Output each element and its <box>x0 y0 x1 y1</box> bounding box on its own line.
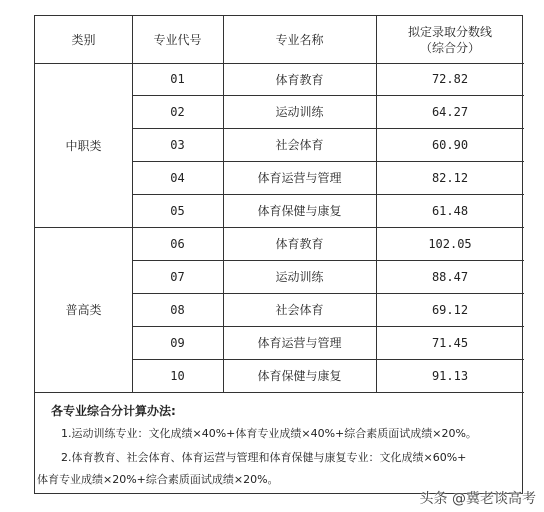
name-cell: 社会体育 <box>275 138 324 152</box>
header-score-line2: （综合分） <box>419 40 480 55</box>
code-cell: 08 <box>170 302 185 317</box>
note-item-2-line1: 2.体育教育、社会体育、体育运营与管理和体育保健与康复专业：文化成绩×60%+ <box>61 451 467 464</box>
code-cell: 02 <box>170 104 185 119</box>
score-cell: 72.82 <box>431 72 469 86</box>
code-cell: 10 <box>170 368 185 383</box>
name-cell: 体育保健与康复 <box>257 369 342 383</box>
score-cell: 69.12 <box>431 302 469 317</box>
name-cell: 社会体育 <box>275 303 324 317</box>
code-cell: 09 <box>170 335 185 350</box>
score-cell: 88.47 <box>431 269 469 284</box>
notes-title: 各专业综合分计算办法: <box>51 404 176 418</box>
category-cell: 中职类 <box>65 138 102 153</box>
score-cell: 71.45 <box>431 335 469 350</box>
name-cell: 体育保健与康复 <box>257 204 342 218</box>
header-code: 专业代号 <box>153 33 202 47</box>
header-score <box>376 16 524 63</box>
code-cell: 01 <box>170 72 185 86</box>
name-cell: 体育教育 <box>275 72 324 87</box>
score-cell: 61.48 <box>431 203 469 218</box>
score-cell: 102.05 <box>428 236 472 251</box>
note-item-2-line2: 体育专业成绩×20%+综合素质面试成绩×20%。 <box>37 473 279 486</box>
score-cell: 82.12 <box>431 170 469 185</box>
code-cell: 05 <box>170 203 185 218</box>
code-cell: 03 <box>170 137 185 152</box>
admission-score-table <box>34 15 523 494</box>
row-divider <box>35 392 524 393</box>
score-cell: 60.90 <box>431 137 469 152</box>
header-score-line1: 拟定录取分数线 <box>407 24 492 39</box>
score-cell: 64.27 <box>431 104 469 119</box>
name-cell: 体育运营与管理 <box>257 171 342 185</box>
name-cell: 运动训练 <box>275 105 324 119</box>
name-cell: 运动训练 <box>275 270 324 284</box>
code-cell: 04 <box>170 170 185 185</box>
category-cell: 普高类 <box>65 303 102 317</box>
score-cell: 91.13 <box>431 368 469 383</box>
name-cell: 体育教育 <box>275 237 324 251</box>
note-item-1: 1.运动训练专业：文化成绩×40%+体育专业成绩×40%+综合素质面试成绩×20%。 <box>61 427 477 440</box>
code-cell: 06 <box>170 236 185 251</box>
watermark: 头条 @冀老谈高考 <box>419 491 536 507</box>
name-cell: 体育运营与管理 <box>257 336 342 350</box>
code-cell: 07 <box>170 269 185 284</box>
header-category: 类别 <box>71 33 96 47</box>
header-name: 专业名称 <box>275 33 324 47</box>
